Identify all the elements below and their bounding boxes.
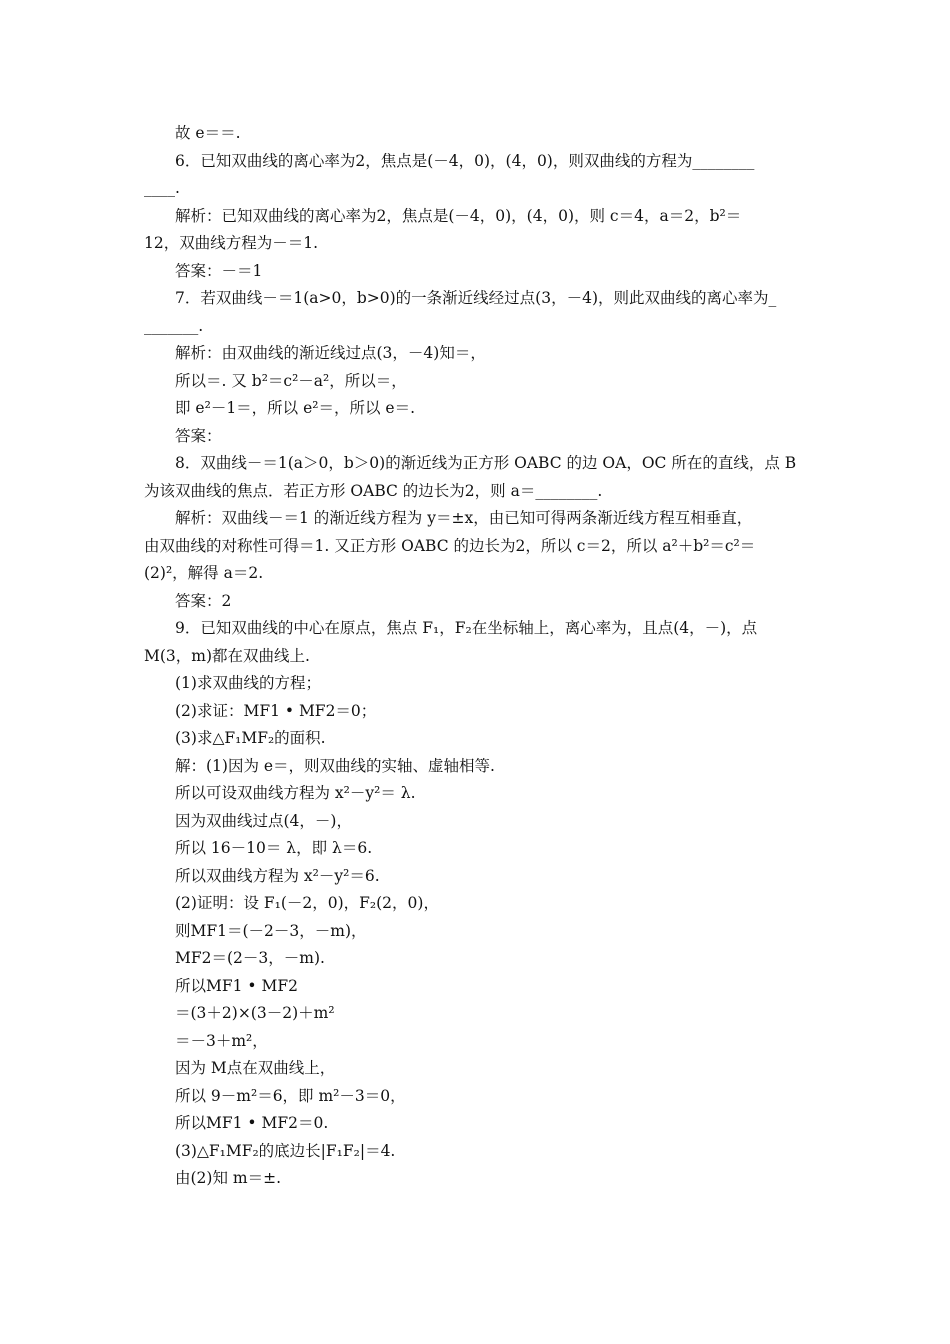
text-line: 9．已知双曲线的中心在原点，焦点 F₁，F₂在坐标轴上，离心率为，且点(4，－)，点 [175,619,758,637]
text-line: M(3，m)都在双曲线上. [144,646,310,665]
text-line: 解析：双曲线－＝1 的渐近线方程为 y＝±x，由已知可得两条渐近线方程互相垂直， [175,509,753,527]
text-line: 7．若双曲线－＝1(a>0，b>0)的一条渐近线经过点(3，－4)，则此双曲线的离心率为_ [175,289,777,307]
text-line: 因为 M点在双曲线上， [175,1059,336,1077]
text-line: 由(2)知 m＝±. [175,1169,281,1187]
text-line: 所以＝. 又 b²＝c²－a²，所以＝， [175,371,407,390]
text-line: ____. [144,179,180,197]
text-line: MF2＝(2－3，－m). [175,949,325,967]
text-line: ＝(3＋2)×(3－2)＋m² [175,1004,335,1022]
text-line: ＝－3＋m²， [175,1031,268,1050]
text-line: 6．已知双曲线的离心率为2，焦点是(－4，0)，(4，0)，则双曲线的方程为________ [175,151,755,170]
text-line: 故 e＝＝. [175,124,241,142]
text-line: (2)²，解得 a＝2. [144,564,264,582]
text-line: 解：(1)因为 e＝，则双曲线的实轴、虚轴相等. [175,756,495,775]
text-line: 因为双曲线过点(4，－)， [175,811,352,830]
text-line: 即 e²－1＝，所以 e²＝，所以 e＝. [175,399,416,417]
text-line: (2)求证：MF1 • MF2＝0； [175,701,377,720]
text-line: 所以MF1 • MF2 [175,976,298,995]
text-line: 所以可设双曲线方程为 x²－y²＝ λ. [175,784,416,802]
text-line: 所以 16－10＝ λ，即 λ＝6. [175,839,373,857]
text-line: _______. [144,316,204,335]
text-line: (3)△F₁MF₂的底边长|F₁F₂|＝4. [175,1141,396,1160]
text-line: 所以MF1 • MF2＝0. [175,1114,329,1132]
text-line: (1)求双曲线的方程； [175,674,321,692]
text-line: 8．双曲线－＝1(a＞0，b＞0)的渐近线为正方形 OABC 的边 OA，OC 所在的直线，点 B [175,454,797,472]
text-line: 所以双曲线方程为 x²－y²＝6. [175,866,380,885]
document-body [144,120,808,1193]
text-line: (2)证明：设 F₁(－2，0)，F₂(2，0)， [175,894,439,912]
text-line: 所以 9－m²＝6，即 m²－3＝0， [175,1086,406,1105]
text-line: 答案：2 [175,591,232,610]
text-line: 则MF1＝(－2－3，－m)， [175,921,367,940]
text-line: 解析：已知双曲线的离心率为2，焦点是(－4，0)，(4，0)，则 c＝4，a＝2，b²＝ [175,206,742,225]
text-line: (3)求△F₁MF₂的面积. [175,729,326,747]
text-line: 答案：－＝1 [175,261,263,280]
text-line: 解析：由双曲线的渐近线过点(3，－4)知＝， [175,344,486,362]
text-line: 12，双曲线方程为－＝1. [144,234,319,252]
text-line: 由双曲线的对称性可得＝1. 又正方形 OABC 的边长为2，所以 c＝2，所以 a²＋b²＝c²＝ [144,536,756,555]
text-line: 答案： [175,426,222,445]
text-line: 为该双曲线的焦点．若正方形 OABC 的边长为2，则 a＝________. [144,481,603,500]
